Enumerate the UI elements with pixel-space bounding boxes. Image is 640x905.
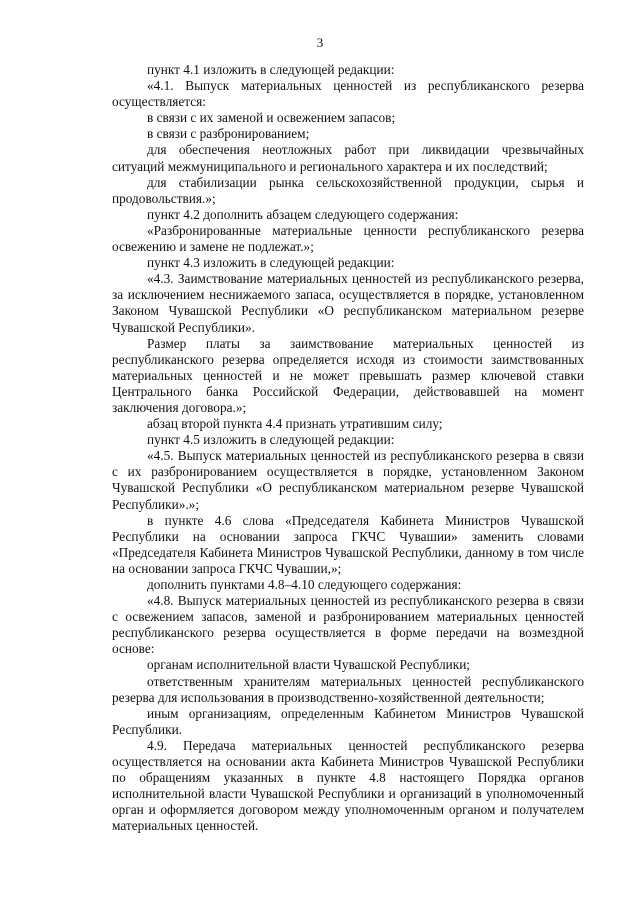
paragraph: пункт 4.5 изложить в следующей редакции: [147, 432, 395, 448]
paragraph: органам исполнительной власти Чувашской Республики; [147, 657, 471, 673]
paragraph: 4.9. Передача материальных ценностей республиканского резерва осуществляется на основании акта Кабинета Министров Чувашской Республики по обращениям указанных в пункте 4.8 настоящего Порядка органов исполнительной власти Чувашской Республики и организаций в уполномоченный орган и оформляется договором между уполномоченным органом и получателем материальных ценностей. [112, 737, 584, 834]
paragraph: абзац второй пункта 4.4 признать утратившим силу; [147, 416, 443, 432]
page-number: 3 [316, 35, 324, 50]
paragraph: иным организациям, определенным Кабинетом Министров Чувашской Республики. [112, 705, 584, 737]
paragraph: ответственным хранителям материальных ценностей республиканского резерва для использования в производственно-хозяйственной деятельности; [112, 673, 584, 705]
paragraph: «4.1. Выпуск материальных ценностей из республиканского резерва осуществляется: [112, 78, 584, 110]
paragraph: для стабилизации рынка сельскохозяйственной продукции, сырья и продовольствия.»; [112, 174, 584, 206]
paragraph: пункт 4.2 дополнить абзацем следующего содержания: [147, 206, 459, 222]
paragraph: пункт 4.3 изложить в следующей редакции: [147, 255, 395, 271]
paragraph: в связи с их заменой и освежением запасов; [147, 110, 396, 126]
paragraph: пункт 4.1 изложить в следующей редакции: [147, 62, 395, 77]
paragraph: дополнить пунктами 4.8–4.10 следующего содержания: [147, 577, 462, 592]
paragraph: в пункте 4.6 слова «Председателя Кабинета Министров Чувашской Республики на основании запроса ГКЧС Чувашии» заменить словами «Председателя Кабинета Министров Чувашской Республики, данному в том числе на основании запроса ГКЧС Чувашии,»; [112, 512, 584, 576]
paragraph: для обеспечения неотложных работ при ликвидации чрезвычайных ситуаций межмуниципального и регионального характера и их последствий; [112, 142, 584, 174]
document-body [112, 62, 584, 835]
paragraph: «4.8. Выпуск материальных ценностей из республиканского резерва в связи с освежением запасов, заменой и разбронированием материальных ценностей республиканского резерва осуществляется в форме передачи на возмездной основе: [112, 593, 584, 657]
paragraph: «4.5. Выпуск материальных ценностей из республиканского резерва в связи с их разбронированием осуществляется в порядке, установленном Законом Чувашской Республики «О республиканском материальном резерве Чувашской Республики».»; [112, 448, 584, 512]
paragraph: «Разбронированные материальные ценности республиканского резерва освежению и замене не подлежат.»; [112, 222, 584, 255]
paragraph: в связи с разбронированием; [147, 126, 310, 142]
paragraph: «4.3. Заимствование материальных ценностей из республиканского резерва, за исключением неснижаемого запаса, осуществляется в порядке, установленном Законом Чувашской Республики «О республиканском материальном резерве Чувашской Республики». [112, 271, 584, 335]
paragraph: Размер платы за заимствование материальных ценностей из республиканского резерва определяется исходя из стоимости заимствованных материальных ценностей и не может превышать размер ключевой ставки Центрального банка Российской Федерации, действовавшей на момент заключения договора.»; [112, 335, 584, 415]
